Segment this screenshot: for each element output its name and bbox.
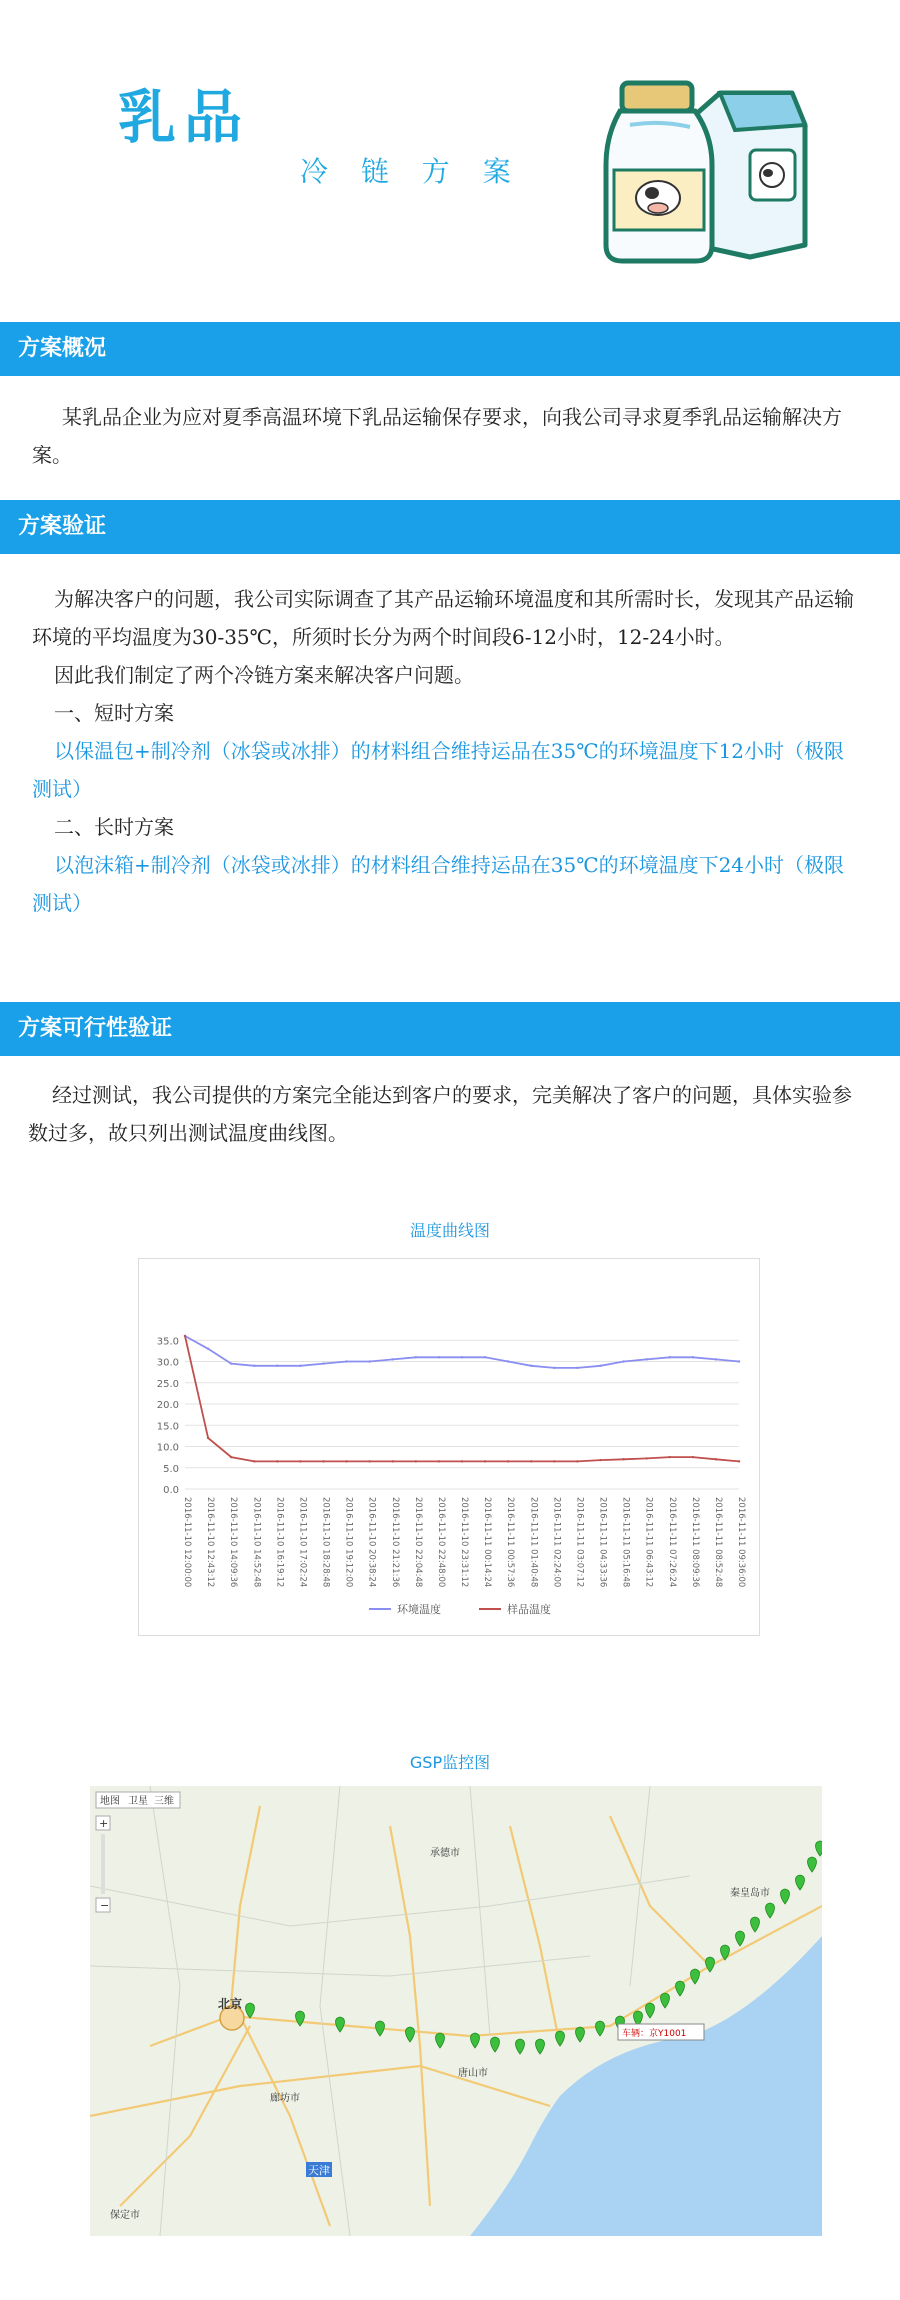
chart-data-point <box>438 1460 440 1462</box>
chart-data-point <box>322 1362 324 1364</box>
chart-y-tick-label: 35.0 <box>156 1336 179 1348</box>
chart-x-tick-label: 2016-11-10 19:12:00 <box>343 1497 354 1588</box>
chart-data-point <box>345 1360 347 1362</box>
short-plan-heading: 一、短时方案 <box>54 701 174 725</box>
chart-legend-label: 环境温度 <box>397 1603 441 1616</box>
map-type-button-3d[interactable]: 三维 <box>154 1796 174 1807</box>
chart-data-point <box>438 1356 440 1358</box>
feasibility-text: 经过测试，我公司提供的方案完全能达到客户的要求，完美解决了客户的问题，具体实验参数过多，故只列出测试温度曲线图。 <box>28 1083 852 1145</box>
hero-subtitle: 冷 链 方 案 <box>300 155 523 188</box>
map-type-button-map[interactable]: 地图 <box>100 1796 120 1807</box>
chart-x-tick-label: 2016-11-10 20:38:24 <box>366 1497 377 1588</box>
city-label-baoding: 保定市 <box>110 2210 140 2221</box>
city-label-beijing: 北京 <box>218 1997 243 2011</box>
long-plan-text: 以泡沫箱+制冷剂（冰袋或冰排）的材料组合维持运品在35℃的环境温度下24小时（极限测试） <box>32 853 845 915</box>
city-label-langfang: 廊坊市 <box>270 2093 300 2104</box>
chart-x-tick-label: 2016-11-10 12:43:12 <box>205 1497 216 1588</box>
chart-data-point <box>484 1356 486 1358</box>
chart-series-line-1 <box>185 1336 739 1461</box>
city-label-chengde: 承德市 <box>430 1848 460 1859</box>
chart-data-point <box>715 1358 717 1360</box>
chart-data-point <box>184 1335 186 1337</box>
chart-data-point <box>415 1460 417 1462</box>
chart-x-tick-label: 2016-11-10 22:48:00 <box>435 1497 446 1588</box>
verify-paragraph-2: 因此我们制定了两个冷链方案来解决客户问题。 <box>54 663 474 687</box>
map-title: GSP监控图 <box>409 1753 491 1772</box>
hero-banner <box>0 0 900 320</box>
city-label-tianjin: 天津 <box>308 2164 330 2177</box>
chart-data-point <box>576 1460 578 1462</box>
chart-data-point <box>507 1360 509 1362</box>
chart-x-tick-label: 2016-11-10 14:52:48 <box>251 1497 262 1588</box>
map-type-switch[interactable] <box>96 1792 180 1808</box>
long-plan-heading: 二、长时方案 <box>54 815 174 839</box>
chart-x-tick-label: 2016-11-10 12:00:00 <box>182 1497 192 1588</box>
map-type-button-satellite[interactable]: 卫星 <box>128 1796 148 1807</box>
section-heading-verify: 方案验证 <box>0 500 900 554</box>
chart-data-point <box>553 1460 555 1462</box>
chart-x-tick-label: 2016-11-11 00:57:36 <box>505 1497 516 1588</box>
chart-data-point <box>645 1358 647 1360</box>
chart-x-tick-label: 2016-11-11 02:24:00 <box>551 1497 562 1588</box>
chart-data-point <box>599 1459 601 1461</box>
chart-y-tick-label: 20.0 <box>156 1400 179 1411</box>
chart-y-tick-label: 30.0 <box>156 1357 179 1369</box>
milk-carton-icon <box>600 75 810 275</box>
vehicle-callout-text: 车辆：京Y1001 <box>622 2029 687 2039</box>
chart-x-tick-label: 2016-11-11 00:14:24 <box>482 1497 493 1588</box>
chart-x-tick-label: 2016-11-11 04:33:36 <box>597 1497 608 1588</box>
section-heading-overview: 方案概况 <box>0 322 900 376</box>
temperature-chart-svg <box>139 1259 759 1635</box>
overview-section <box>32 398 872 474</box>
chart-x-tick-label: 2016-11-11 05:16:48 <box>620 1497 631 1588</box>
chart-x-tick-label: 2016-11-10 21:21:36 <box>389 1497 400 1588</box>
chart-data-point <box>299 1365 301 1367</box>
chart-data-point <box>507 1460 509 1462</box>
chart-data-point <box>530 1460 532 1462</box>
map-canvas[interactable] <box>90 1786 822 2236</box>
chart-data-point <box>230 1362 232 1364</box>
chart-data-point <box>461 1460 463 1462</box>
chart-data-point <box>645 1457 647 1459</box>
chart-x-tick-label: 2016-11-11 03:07:12 <box>574 1497 585 1588</box>
chart-data-point <box>576 1367 578 1369</box>
feasibility-section <box>28 1076 868 1152</box>
chart-data-point <box>484 1460 486 1462</box>
section-heading-feasibility: 方案可行性验证 <box>0 1002 900 1056</box>
overview-text: 某乳品企业为应对夏季高温环境下乳品运输保存要求，向我公司寻求夏季乳品运输解决方案。 <box>32 405 842 467</box>
short-plan-text: 以保温包+制冷剂（冰袋或冰排）的材料组合维持运品在35℃的环境温度下12小时（极限测试） <box>32 739 845 801</box>
chart-data-point <box>715 1458 717 1460</box>
hero-title: 乳品 <box>118 83 251 151</box>
chart-x-tick-label: 2016-11-10 14:09:36 <box>228 1497 239 1588</box>
chart-data-point <box>368 1460 370 1462</box>
chart-y-tick-label: 10.0 <box>156 1442 179 1454</box>
chart-x-tick-label: 2016-11-11 01:40:48 <box>528 1497 539 1588</box>
chart-title: 温度曲线图 <box>409 1221 490 1240</box>
chart-data-point <box>392 1358 394 1360</box>
chart-data-point <box>207 1348 209 1350</box>
chart-data-point <box>530 1365 532 1367</box>
temperature-chart <box>138 1258 760 1636</box>
chart-y-tick-label: 15.0 <box>156 1421 179 1433</box>
verify-paragraph-1: 为解决客户的问题，我公司实际调查了其产品运输环境温度和其所需时长，发现其产品运输环境的平均温度为30-35℃，所须时长分为两个时间段6-12小时，12-24小时。 <box>32 587 854 649</box>
chart-x-tick-label: 2016-11-10 16:19:12 <box>274 1497 285 1588</box>
chart-data-point <box>553 1367 555 1369</box>
chart-data-point <box>276 1365 278 1367</box>
chart-x-tick-label: 2016-11-11 06:43:12 <box>643 1497 654 1588</box>
chart-data-point <box>738 1360 740 1362</box>
chart-data-point <box>253 1365 255 1367</box>
chart-data-point <box>392 1460 394 1462</box>
chart-data-point <box>415 1356 417 1358</box>
zoom-slider[interactable] <box>101 1834 105 1894</box>
verify-section <box>32 580 858 922</box>
zoom-out-icon: − <box>100 1899 110 1912</box>
chart-data-point <box>253 1460 255 1462</box>
chart-data-point <box>276 1460 278 1462</box>
chart-data-point <box>599 1365 601 1367</box>
chart-data-point <box>738 1460 740 1462</box>
chart-data-point <box>669 1456 671 1458</box>
chart-x-tick-label: 2016-11-10 22:04:48 <box>412 1497 423 1588</box>
chart-data-point <box>622 1458 624 1460</box>
chart-data-point <box>669 1356 671 1358</box>
chart-data-point <box>230 1456 232 1458</box>
chart-legend-label: 样品温度 <box>507 1603 551 1616</box>
chart-data-point <box>368 1360 370 1362</box>
gsp-monitor-map[interactable] <box>90 1786 822 2236</box>
chart-x-tick-label: 2016-11-11 08:52:48 <box>712 1497 723 1588</box>
chart-series-line-0 <box>185 1336 739 1368</box>
chart-x-tick-label: 2016-11-10 17:02:24 <box>297 1497 308 1588</box>
chart-data-point <box>299 1460 301 1462</box>
chart-x-tick-label: 2016-11-11 08:09:36 <box>689 1497 700 1588</box>
city-label-qinhuangdao: 秦皇岛市 <box>730 1888 770 1899</box>
chart-data-point <box>692 1356 694 1358</box>
chart-x-tick-label: 2016-11-10 18:28:48 <box>320 1497 331 1588</box>
chart-x-tick-label: 2016-11-11 07:26:24 <box>666 1497 677 1588</box>
chart-data-point <box>322 1460 324 1462</box>
chart-data-point <box>622 1360 624 1362</box>
chart-y-tick-label: 5.0 <box>163 1463 179 1475</box>
chart-y-tick-label: 0.0 <box>163 1485 179 1496</box>
chart-data-point <box>207 1437 209 1439</box>
zoom-in-icon: + <box>99 1817 109 1830</box>
chart-data-point <box>461 1356 463 1358</box>
chart-y-tick-label: 25.0 <box>156 1378 179 1390</box>
city-label-tangshan: 唐山市 <box>458 2068 488 2079</box>
chart-x-tick-label: 2016-11-11 09:36:00 <box>736 1497 746 1588</box>
chart-data-point <box>692 1456 694 1458</box>
chart-data-point <box>345 1460 347 1462</box>
chart-x-tick-label: 2016-11-10 23:31:12 <box>459 1497 469 1588</box>
